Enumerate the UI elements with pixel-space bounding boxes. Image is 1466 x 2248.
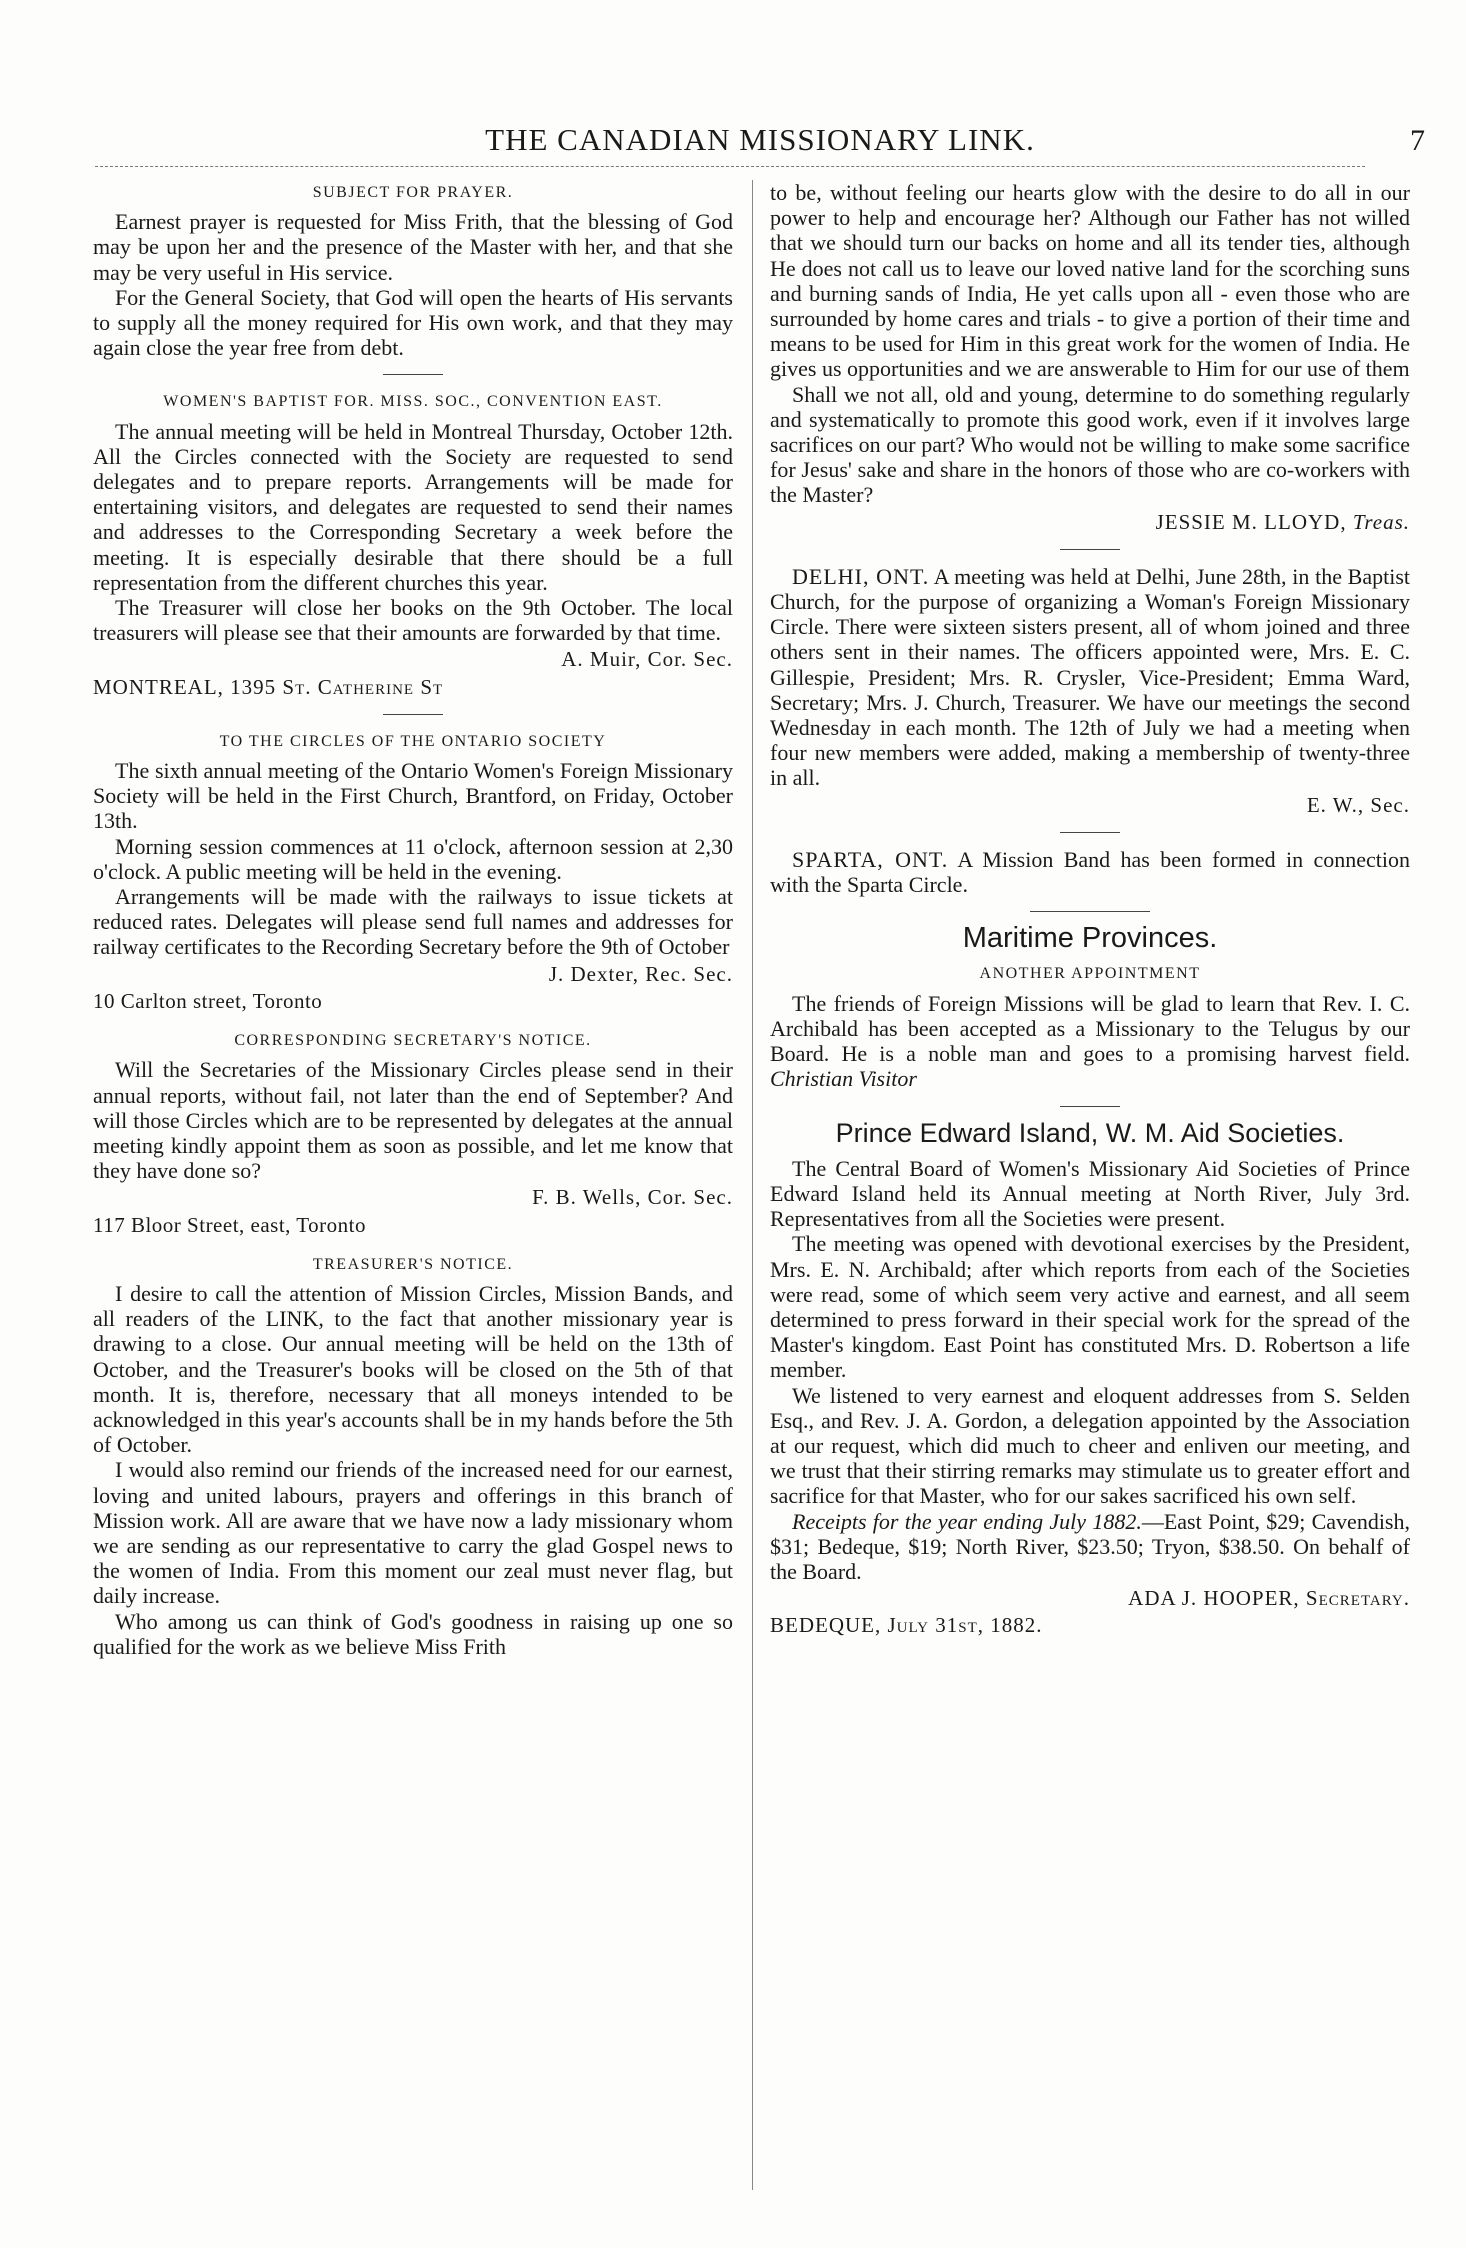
separator (383, 374, 443, 375)
right-column (770, 180, 1410, 1639)
paragraph: Shall we not all, old and young, determine to do something regularly and systematically to promote this good work, even if it involves large sacrifices on our part? Who would not be willing to make some sacrifice for Jesus' sake and share in the honors of those who are co-workers with the Master? (770, 381, 1410, 508)
sparta-section (770, 847, 1410, 897)
maritime-section (770, 922, 1410, 1092)
address: 117 Bloor Street, east, Toronto (93, 1212, 366, 1237)
paragraph: I desire to call the attention of Mission Circles, Mission Bands, and all readers of the LINK, to the fact that another missionary year is drawing to a close. Our annual meeting will be held on the 13th of October, and the Treasurer's books will be closed on the 5th of that month. It is, therefore, necessary that all moneys intended to be acknowledged in this year's accounts shall be in my hands before the 5th of October. (93, 1280, 733, 1458)
corresponding-secretary-section (93, 1028, 733, 1238)
separator (1030, 911, 1150, 912)
prayer-section (93, 180, 733, 360)
separator (1060, 549, 1120, 550)
convention-east-section (93, 389, 733, 699)
signature-title: Treas. (1352, 509, 1410, 534)
signature: E. W., Sec. (1306, 792, 1410, 817)
ontario-circles-section (93, 729, 733, 1014)
report-text: The friends of Foreign Missions will be glad to learn that Rev. I. C. Archibald has been accepted as a Missionary to the Telugus by our Board. He is a noble man and goes to a promising harvest field. (770, 990, 1410, 1067)
paragraph: Who among us can think of God's goodness in raising up one so qualified for the work as we believe Miss Frith (93, 1608, 733, 1659)
paragraph: The annual meeting will be held in Montreal Thursday, October 12th. All the Circles connected with the Society are requested to send delegates and to prepare reports. Arrangements will be made for entertaining visitors, and delegates are requested to send their names and addresses to the Corresponding Secretary a week before the meeting. It is especially desirable that there should be a full representation from the different churches this year. (93, 418, 733, 595)
paragraph: The meeting was opened with devotional exercises by the President, Mrs. E. N. Archibald; after which reports from each of the Societies were read, some of which seem very active and earnest, and all seem determined to press forward in their special work for the spread of the Master's kingdom. East Point has constituted Mrs. D. Robertson a life member. (770, 1231, 1410, 1383)
treasurer-continued (770, 180, 1410, 535)
separator (1060, 1106, 1120, 1107)
signature: J. Dexter, Rec. Sec. (548, 961, 733, 986)
signature: F. B. Wells, Cor. Sec. (532, 1185, 733, 1210)
paragraph: Morning session commences at 11 o'clock, afternoon session at 2,30 o'clock. A public meeting will be held in the evening. (93, 833, 733, 884)
signature-name: JESSIE M. LLOYD, (1155, 509, 1347, 534)
separator (383, 714, 443, 715)
signature: A. Muir, Cor. Sec. (561, 647, 733, 672)
section-title: Maritime Provinces. (962, 922, 1218, 955)
section-heading: CORRESPONDING SECRETARY'S NOTICE. (234, 1032, 592, 1050)
signature: ADA J. HOOPER, Secretary. (1128, 1586, 1410, 1611)
report-text: A meeting was held at Delhi, June 28th, in the Baptist Church, for the purpose of organizing a Woman's Foreign Missionary Circle. There were sixteen sisters present, all of whom joined and three others sent in their names. The officers appointed were, Mrs. E. C. Gillespie, President; Mrs. R. Crysler, Vice-President; Emma Ward, Secretary; Mrs. J. Church, Treasurer. We have our meetings the second Wednesday in each month. The 12th of July we had a meeting when four new members were added, making a membership of twenty-three in all. (770, 563, 1411, 791)
section-title: Prince Edward Island, W. M. Aid Societies. (835, 1117, 1345, 1148)
section-subheading: ANOTHER APPOINTMENT (979, 965, 1201, 983)
publication-title: THE CANADIAN MISSIONARY LINK. (485, 122, 1035, 157)
address: MONTREAL, 1395 St. Catherine St (93, 674, 444, 699)
section-heading: WOMEN'S BAPTIST FOR. MISS. SOC., CONVENTION EAST. (163, 393, 663, 411)
section-heading: TREASURER'S NOTICE. (312, 1255, 514, 1273)
signature (770, 510, 1410, 535)
paragraph: I would also remind our friends of the increased need for our earnest, loving and united labours, prayers and offerings in this branch of Mission work. All are aware that we have now a lady missionary whom we are sending as our representative to carry the glad Gospel news to the women of India. From this moment our zeal must never flag, but daily increase. (93, 1457, 733, 1609)
paragraph: For the General Society, that God will open the hearts of His servants to supply all the money required for His own work, and that they may again close the year free from debt. (93, 284, 733, 361)
delhi-section (770, 564, 1410, 818)
dateline: BEDEQUE, July 31st, 1882. (770, 1613, 1043, 1638)
receipts-label: Receipts for the year ending July 1882. (792, 1508, 1142, 1534)
column-divider (752, 180, 753, 2190)
place-name: DELHI, ONT. (792, 563, 930, 589)
left-column (93, 180, 733, 1659)
treasurer-section (93, 1252, 733, 1659)
page-header (95, 118, 1425, 168)
paragraph: Receipts for the year ending July 1882.—East Point, $29; Cavendish, $31; Bedeque, $19; North River, $23.50; Tryon, $38.50. On behalf of the Board. (770, 1508, 1410, 1584)
section-heading: TO THE CIRCLES OF THE ONTARIO SOCIETY (219, 732, 607, 750)
place-name: SPARTA, ONT. (792, 846, 949, 872)
paragraph: Arrangements will be made with the railways to issue tickets at reduced rates. Delegates will please send full names and addresses for railway certificates to the Recording Secretary before the 9th of October (93, 884, 733, 960)
paragraph (770, 847, 1410, 897)
paragraph (770, 991, 1410, 1092)
page-number: 7 (1410, 124, 1425, 157)
pei-section (770, 1117, 1410, 1639)
receipts-text: East Point, $29; Cavendish, $31; Bedeque, $19; North River, $23.50; Tryon, $38.50. On behalf of the Board. (770, 1508, 1410, 1584)
header-rule (95, 166, 1365, 167)
section-heading: SUBJECT FOR PRAYER. (312, 184, 514, 201)
paragraph: The Central Board of Women's Missionary Aid Societies of Prince Edward Island held its Annual meeting at North River, July 3rd. Representatives from all the Societies were present. (770, 1155, 1410, 1232)
paragraph: Will the Secretaries of the Missionary Circles please send in their annual reports, without fail, not later than the end of September? And will those Circles which are to be represented by delegates at the annual meeting kindly appoint them as soon as possible, and let me know that they have done so? (93, 1057, 733, 1184)
separator (1060, 832, 1120, 833)
paragraph: The sixth annual meeting of the Ontario Women's Foreign Missionary Society will be held in the First Church, Brantford, on Friday, October 13th. (93, 758, 733, 834)
report-text: A Mission Band has been formed in connection with the Sparta Circle. (770, 846, 1410, 898)
paragraph: We listened to very earnest and eloquent addresses from S. Selden Esq., and Rev. J. A. Gordon, a delegation appointed by the Association at our request, which did much to cheer and enliven our meeting, and we trust that their stirring remarks may stimulate us to greater effort and sacrifice for that Master, who for our sakes sacrificed his own self. (770, 1382, 1410, 1509)
paragraph: The Treasurer will close her books on the 9th October. The local treasurers will please see that their amounts are forwarded by that time. (93, 595, 733, 646)
source-credit: Christian Visitor (770, 1066, 917, 1092)
paragraph: Earnest prayer is requested for Miss Frith, that the blessing of God may be upon her and the presence of the Master with her, and that she may be very useful in His service. (93, 209, 733, 285)
address: 10 Carlton street, Toronto (93, 988, 323, 1013)
paragraph: to be, without feeling our hearts glow with the desire to do all in our power to help and encourage her? Although our Father has not willed that we should turn our backs on home and all its tender ties, although He does not call us to leave our loved native land for the scorching suns and burning sands of India, He yet calls upon all - even those who are surrounded by home cares and trials - to give a portion of their time and means to be used for Him in this great work for the women of India. He gives us opportunities and we are answerable to Him for our use of them (770, 180, 1410, 382)
paragraph (770, 564, 1410, 791)
